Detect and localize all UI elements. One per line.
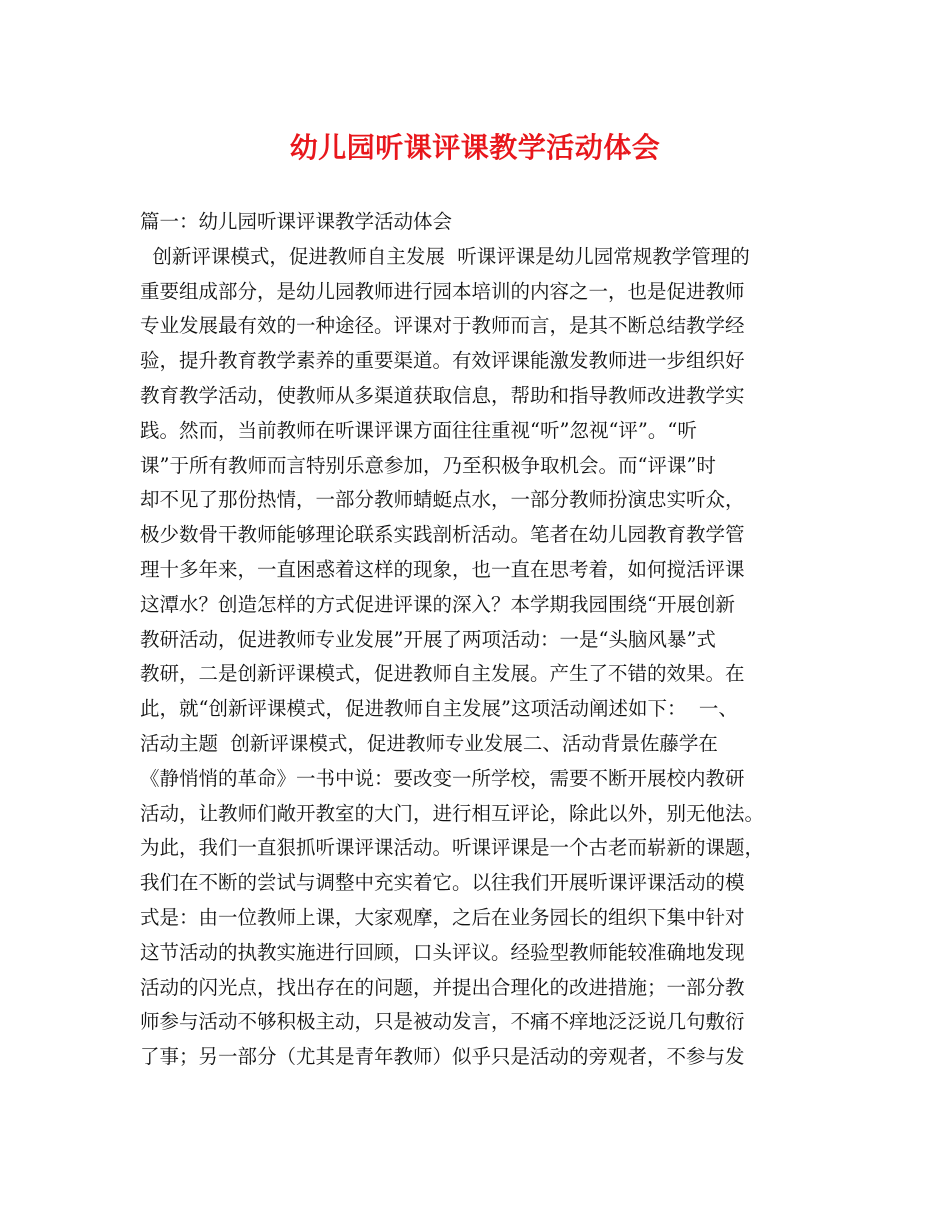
text-line: 极少数骨干教师能够理论联系实践剖析活动。笔者在幼儿园教育教学管 xyxy=(140,523,745,547)
text-line: 我们在不断的尝试与调整中充实着它。以往我们开展听课评课活动的模 xyxy=(140,871,745,895)
text-line: 了事；另一部分（尤其是青年教师）似乎只是活动的旁观者，不参与发 xyxy=(140,1045,745,1069)
text-line: 专业发展最有效的一种途径。评课对于教师而言，是其不断总结教学经 xyxy=(140,314,745,338)
text-line: 活动主题 创新评课模式，促进教师专业发展二、活动背景佐藤学在 xyxy=(140,731,718,755)
text-line: 重要组成部分，是幼儿园教师进行园本培训的内容之一，也是促进教师 xyxy=(140,279,745,303)
text-line: 式是：由一位教师上课，大家观摩，之后在业务园长的组织下集中针对 xyxy=(140,905,745,929)
text-line: 教育教学活动，使教师从多渠道获取信息，帮助和指导教师改进教学实 xyxy=(140,383,745,407)
text-line: 活动，让教师们敞开教室的大门，进行相互评论，除此以外，别无他法。 xyxy=(140,801,765,825)
text-line: 课”于所有教师而言特别乐意参加，乃至积极争取机会。而“评课”时 xyxy=(140,453,716,477)
text-line: 师参与活动不够积极主动，只是被动发言，不痛不痒地泛泛说几句敷衍 xyxy=(140,1010,745,1034)
text-line: 教研活动，促进教师专业发展”开展了两项活动：一是“头脑风暴”式 xyxy=(140,627,716,651)
text-line: 篇一：幼儿园听课评课教学活动体会 xyxy=(140,210,453,233)
text-line: 践。然而，当前教师在听课评课方面往往重视“听”忽视“评”。“听 xyxy=(140,418,697,442)
text-line: 这潭水？创造怎样的方式促进评课的深入？本学期我园围绕“开展创新 xyxy=(140,592,735,616)
text-line: 创新评课模式，促进教师自主发展 听课评课是幼儿园常规教学管理的 xyxy=(140,244,750,268)
text-line: 《静悄悄的革命》一书中说：要改变一所学校，需要不断开展校内教研 xyxy=(140,766,745,790)
text-line: 活动的闪光点，找出存在的问题，并提出合理化的改进措施；一部分教 xyxy=(140,975,745,999)
text-line: 这节活动的执教实施进行回顾，口头评议。经验型教师能较准确地发现 xyxy=(140,940,745,964)
text-line: 验，提升教育教学素养的重要渠道。有效评课能激发教师进一步组织好 xyxy=(140,349,745,373)
text-line: 教研，二是创新评课模式，促进教师自主发展。产生了不错的效果。在 xyxy=(140,662,745,686)
text-line: 理十多年来，一直困惑着这样的现象，也一直在思考着，如何搅活评课 xyxy=(140,557,745,581)
text-line: 为此，我们一直狠抓听课评课活动。听课评课是一个古老而崭新的课题， xyxy=(140,836,765,860)
document-title: 幼儿园听课评课教学活动体会 xyxy=(289,131,661,164)
text-line: 此，就“创新评课模式，促进教师自主发展”这项活动阐述如下： 一、 xyxy=(140,697,738,721)
text-line: 却不见了那份热情，一部分教师蜻蜓点水，一部分教师扮演忠实听众， xyxy=(140,488,745,512)
document-body xyxy=(140,205,830,1075)
